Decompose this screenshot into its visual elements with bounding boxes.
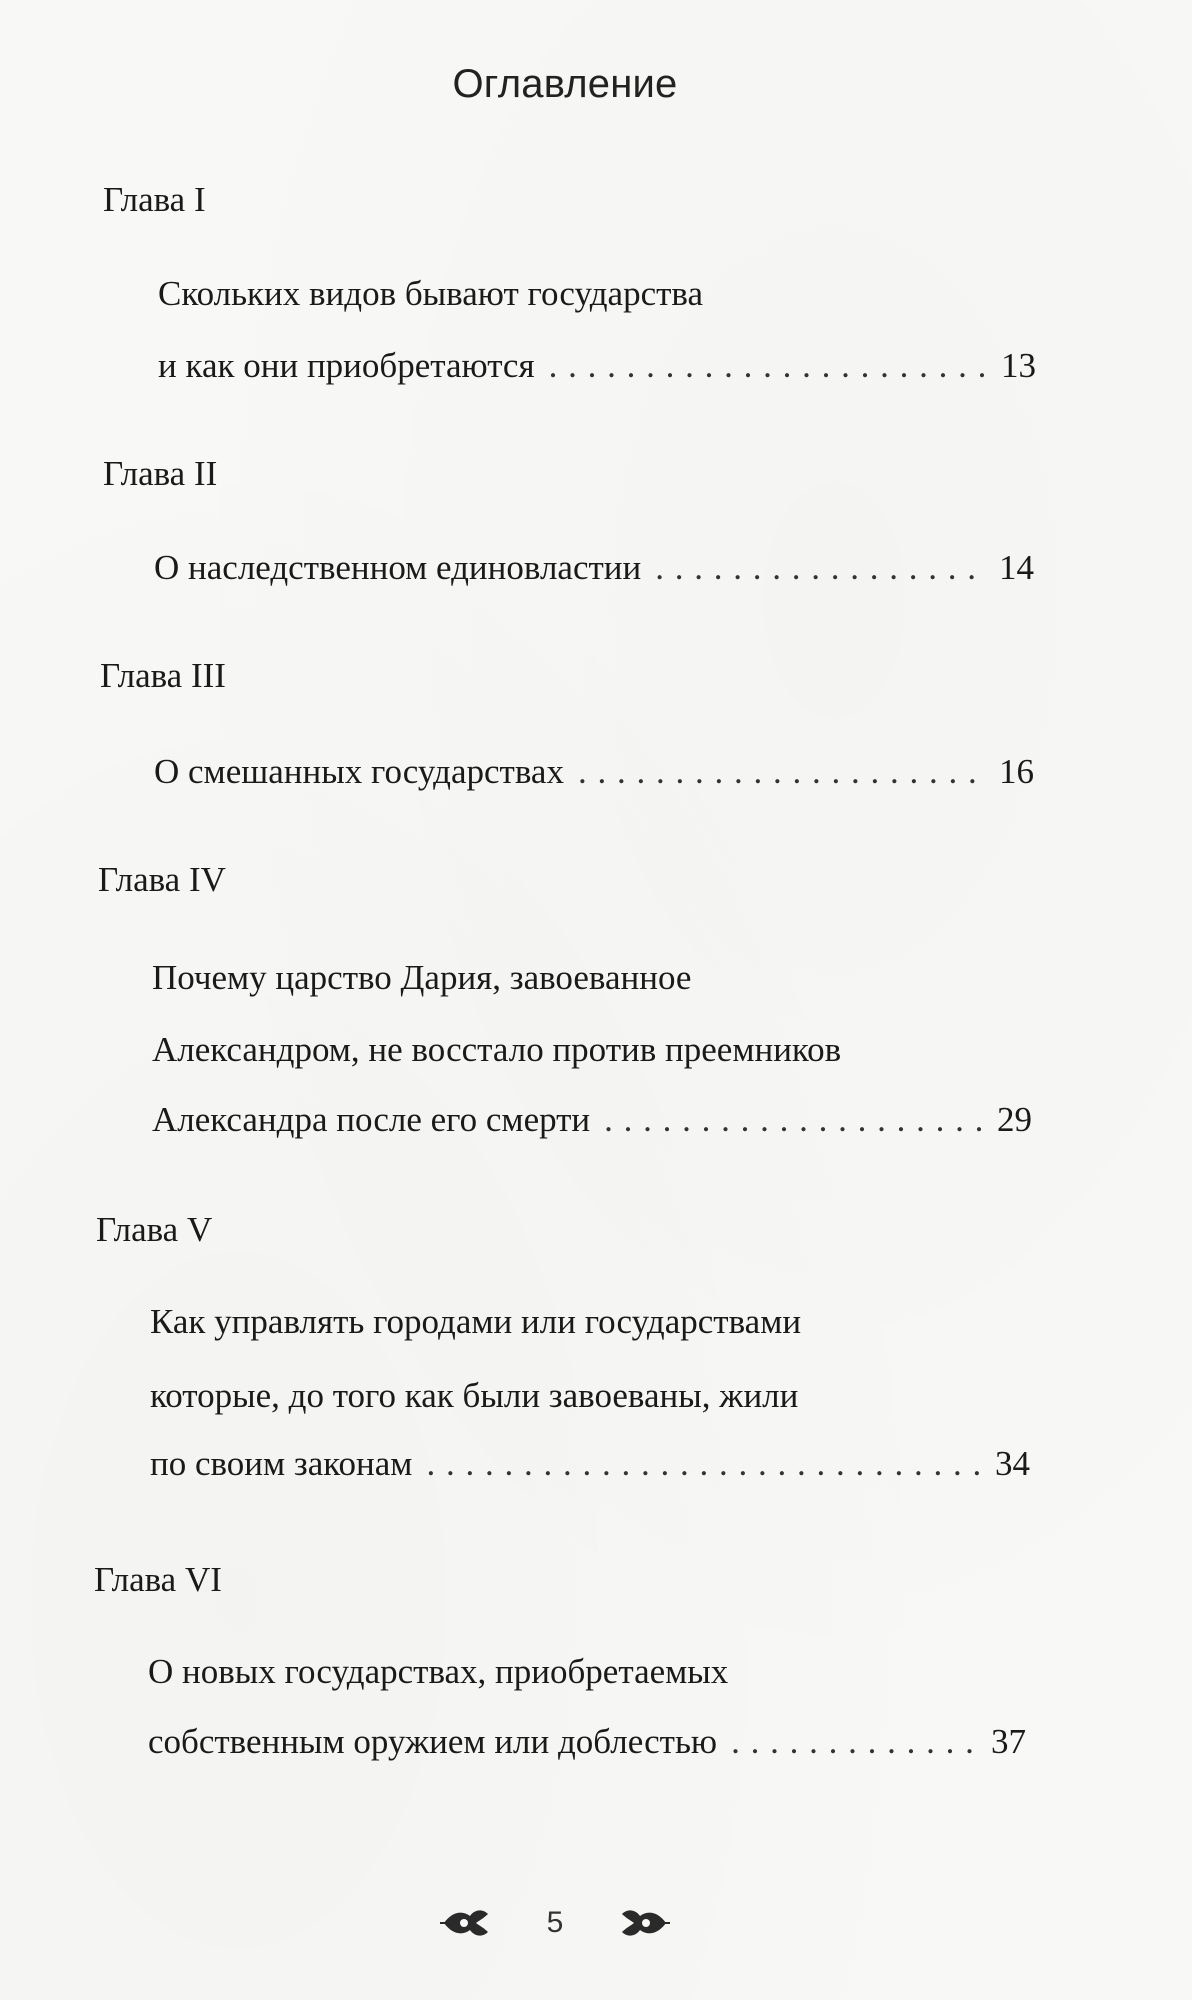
dot-leader xyxy=(604,1100,987,1140)
fleuron-ornament-icon xyxy=(618,1904,670,1942)
page-footer xyxy=(440,1898,670,1948)
chapter-heading: Глава III xyxy=(100,656,226,695)
page-number: 37 xyxy=(991,1722,1026,1761)
dot-leader xyxy=(549,346,991,386)
chapter-heading: Глава IV xyxy=(98,860,226,899)
chapter-title-line: Как управлять городами или государствами xyxy=(150,1302,802,1341)
dot-leader xyxy=(655,548,989,588)
chapter-title-line: О новых государствах, приобретаемых xyxy=(148,1652,729,1691)
toc-entry[interactable] xyxy=(154,752,1034,792)
toc-entry[interactable] xyxy=(158,346,1036,386)
dot-leader xyxy=(426,1444,985,1484)
chapter-heading: Глава VI xyxy=(94,1560,222,1599)
toc-entry[interactable] xyxy=(148,1722,1026,1762)
page-number: 14 xyxy=(999,548,1034,587)
dot-leader xyxy=(578,752,989,792)
chapter-heading: Глава V xyxy=(96,1210,213,1249)
chapter-title-line: и как они приобретаются xyxy=(158,346,535,385)
chapter-heading: Глава II xyxy=(103,454,218,493)
page-title: Оглавление xyxy=(452,62,678,106)
dot-leader xyxy=(731,1722,981,1762)
toc-entry[interactable] xyxy=(154,548,1034,588)
chapter-title-line: О смешанных государствах xyxy=(154,752,564,791)
chapter-title-line: Александром, не восстало против преемников xyxy=(152,1030,842,1069)
page-number: 16 xyxy=(999,752,1034,791)
fleuron-ornament-icon xyxy=(440,1904,492,1942)
page-number: 34 xyxy=(995,1444,1030,1483)
chapter-title-line: О наследственном единовластии xyxy=(154,548,642,587)
chapter-title-line: собственным оружием или доблестью xyxy=(148,1722,718,1761)
chapter-title-line: по своим законам xyxy=(150,1444,413,1483)
chapter-title-line: которые, до того как были завоеваны, жили xyxy=(150,1376,799,1415)
page-number: 29 xyxy=(997,1100,1032,1139)
toc-entry[interactable] xyxy=(152,1100,1032,1140)
chapter-title-line: Александра после его смерти xyxy=(152,1100,591,1139)
page-number: 13 xyxy=(1001,346,1036,385)
toc-entry[interactable] xyxy=(150,1444,1030,1484)
page-number-footer: 5 xyxy=(546,1906,564,1939)
chapter-title-line: Скольких видов бывают государства xyxy=(158,274,704,313)
chapter-heading: Глава I xyxy=(103,180,206,219)
chapter-title-line: Почему царство Дария, завоеванное xyxy=(152,958,692,997)
